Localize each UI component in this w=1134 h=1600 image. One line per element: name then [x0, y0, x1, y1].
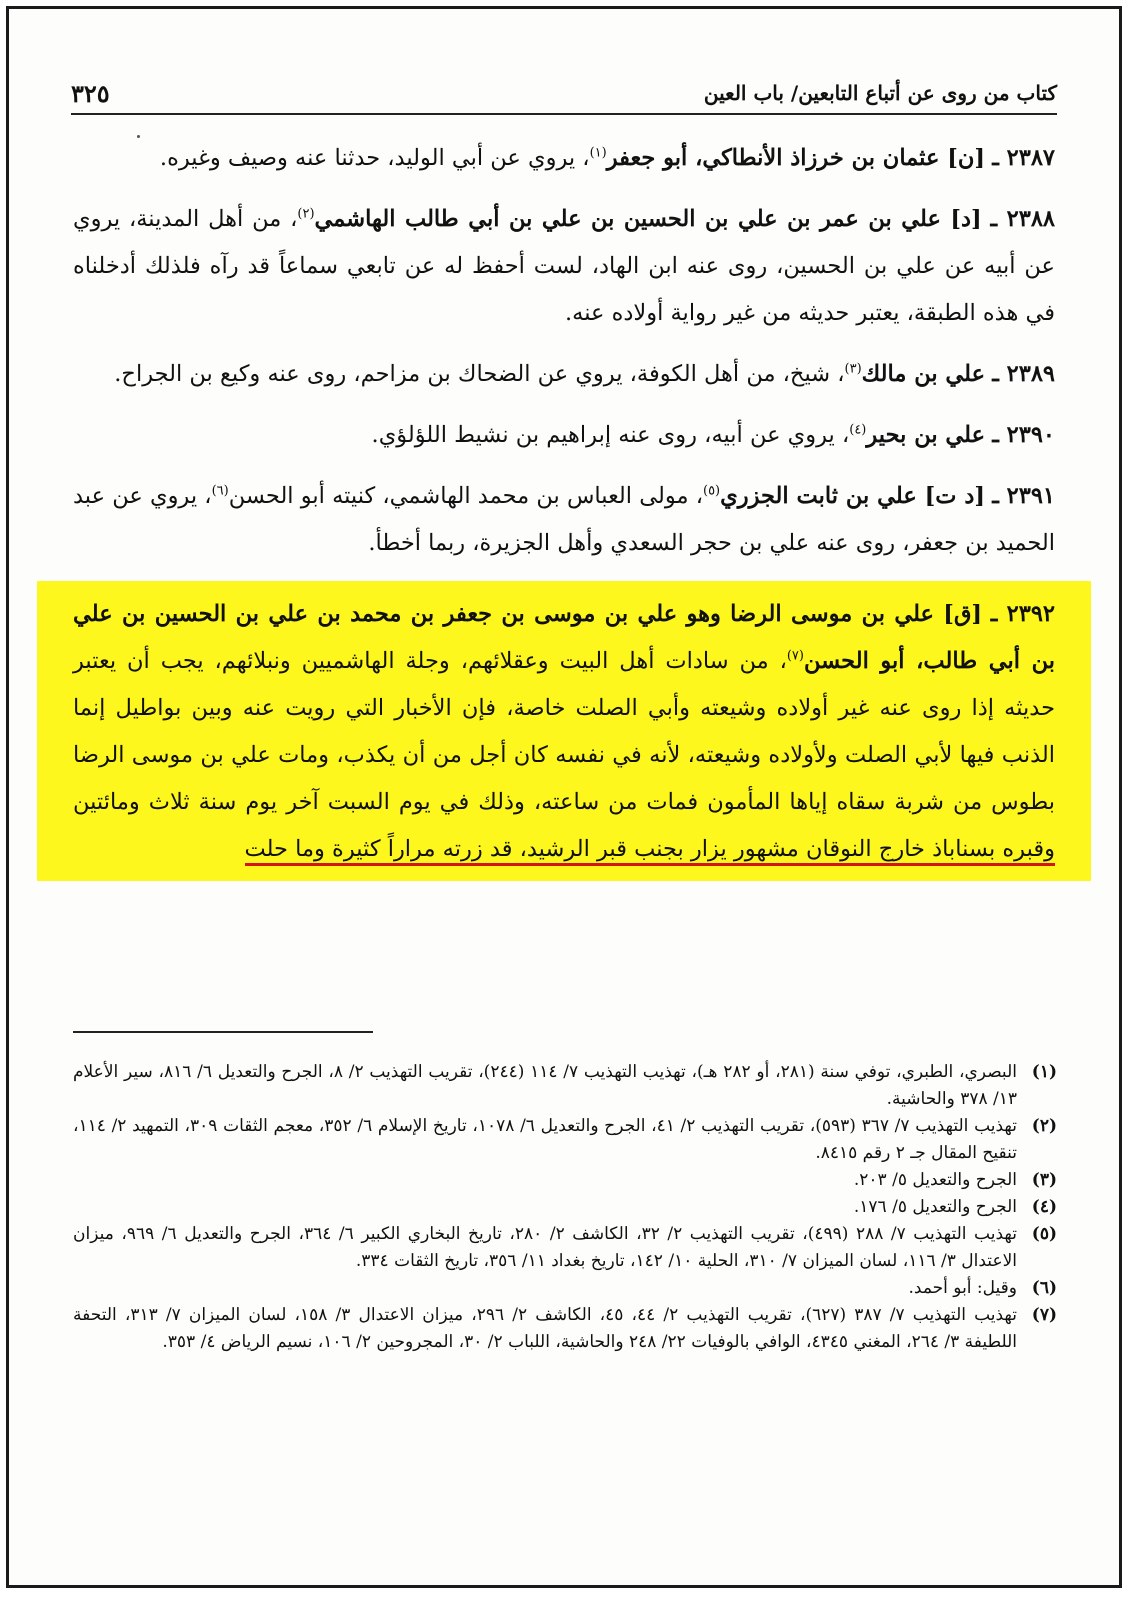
entry-text: ، من أهل المدينة، يروي عن أبيه عن علي بن الحسين، روى عنه ابن الهاد، لست أحفظ له عن تابعي سماعاً قد رآه فلذلك أدخلناه في هذه الطبقة، يعتبر حديثه من غير رواية أولاده عنه. — [73, 206, 1055, 326]
footnote-number: (٧) — [1031, 1305, 1057, 1325]
entry-number: ٢٣٩٢ ـ — [990, 601, 1055, 627]
entry-text: ، يروي عن أبيه، روى عنه إبراهيم بن نشيط اللؤلؤي. — [371, 422, 850, 448]
entry-text: ، مولى العباس بن محمد الهاشمي، كنيته أبو الحسن — [228, 483, 703, 509]
footnote-text: البصري، الطبري، توفي سنة (٢٨١، أو ٢٨٢ هـ)، تهذيب التهذيب ٧/ ١١٤ (٢٤٤)، تقريب التهذيب ٢/ ٨، الجرح والتعديل ٦/ ٨١٦، سير الأعلام ١٣/ ٣٧٨ والحاشية. — [73, 1062, 1017, 1109]
page-frame — [6, 6, 1122, 1588]
entry-name: علي بن مالك — [861, 361, 986, 387]
footnote-2 — [73, 1113, 1057, 1167]
footnote-number: (٣) — [1031, 1170, 1057, 1190]
footnote-divider — [73, 1031, 373, 1033]
entry-number: ٢٣٨٧ ـ — [992, 145, 1055, 171]
footnote-7 — [73, 1302, 1057, 1356]
footnote-number: (٢) — [1031, 1116, 1057, 1136]
footnote-text: تهذيب التهذيب ٧/ ٢٨٨ (٤٩٩)، تقريب التهذيب ٢/ ٣٢، الكاشف ٢/ ٢٨٠، تاريخ البخاري الكبير ٦/ ٣٦٤، الجرح والتعديل ٦/ ٩٦٩، ميزان الاعتدال ٣/ ١١٦، لسان الميزان ٧/ ٣١٠، الحلية ١٠/ ١٤٢، تاريخ بغداد ١١/ ٣٥٦، تاريخ الثقات ٣٣٤. — [73, 1224, 1017, 1271]
entry-name: [د] علي بن عمر بن علي بن الحسين بن علي بن أبي طالب الهاشمي — [314, 206, 982, 232]
footnote-4 — [73, 1194, 1057, 1221]
running-title: كتاب من روى عن أتباع التابعين/ باب العين — [703, 81, 1057, 105]
footnote-ref: (٦) — [211, 483, 229, 499]
footnote-text: وقيل: أبو أحمد. — [908, 1278, 1017, 1298]
entry-text: ، يروي عن عبد الحميد بن جعفر، روى عنه علي بن حجر السعدي وأهل الجزيرة، ربما أخطأ. — [73, 483, 1055, 556]
entry-text: ، شيخ، من أهل الكوفة، يروي عن الضحاك بن مزاحم، روى عنه وكيع بن الجراح. — [114, 361, 845, 387]
footnote-5 — [73, 1221, 1057, 1275]
entry-2391 — [73, 473, 1055, 567]
entry-number: ٢٣٩١ ـ — [992, 483, 1056, 509]
entry-2390 — [73, 412, 1055, 459]
entry-number: ٢٣٨٩ ـ — [992, 361, 1055, 387]
footnote-1 — [73, 1059, 1057, 1113]
footnote-ref: (٣) — [844, 361, 862, 377]
footnote-ref: (١) — [589, 145, 607, 161]
main-text — [73, 135, 1055, 895]
footnote-number: (١) — [1031, 1062, 1057, 1082]
footnote-text: تهذيب التهذيب ٧/ ٣٨٧ (٦٢٧)، تقريب التهذيب ٢/ ٤٤، ٤٥، الكاشف ٢/ ٢٩٦، ميزان الاعتدال ٣/ ١٥٨، لسان الميزان ٧/ ٣١٣، التحفة اللطيفة ٣/ ٢٦٤، المغني ٤٣٤٥، الوافي بالوفيات ٢٢/ ٢٤٨ والحاشية، اللباب ٢/ ٣٠، المجروحين ٢/ ١٠٦، نسيم الرياض ٤/ ٣٥٣. — [73, 1305, 1017, 1352]
entry-text: ، يروي عن أبي الوليد، حدثنا عنه وصيف وغيره. — [159, 145, 590, 171]
highlighted-entry-2392 — [37, 581, 1091, 881]
footnote-text: الجرح والتعديل ٥/ ١٧٦. — [853, 1197, 1017, 1217]
entry-text: ، من سادات أهل البيت وعقلائهم، وجلة الهاشميين ونبلائهم، يجب أن يعتبر حديثه إذا روى عنه غير أولاده وشيعته وأبي الصلت خاصة، فإن الأخبار التي رويت عنه وبين بواطيل إنما الذنب فيها لأبي الصلت ولأولاده وشيعته، لأنه في نفسه كان أجل من أن يكذب، ومات علي بن موسى الرضا بطوس من شربة سقاه إياها المأمون فمات من ساعته، وذلك في يوم السبت آخر يوم سنة ثلاث ومائتين — [73, 648, 1055, 815]
footnote-6 — [73, 1275, 1057, 1302]
footnote-number: (٤) — [1031, 1197, 1057, 1217]
footnote-ref: (٢) — [297, 206, 315, 222]
underlined-line: وقبره بسناباذ خارج النوقان مشهور يزار بجنب قبر الرشيد، قد زرته مراراً كثيرة وما حلت — [245, 836, 1055, 866]
footnote-number: (٦) — [1031, 1278, 1057, 1298]
footnote-text: الجرح والتعديل ٥/ ٢٠٣. — [853, 1170, 1017, 1190]
entry-name: علي بن بحير — [866, 422, 986, 448]
page-number: ٣٢٥ — [71, 78, 110, 108]
entry-number: ٢٣٩٠ ـ — [992, 422, 1055, 448]
entry-2388 — [73, 196, 1055, 337]
footnote-ref: (٥) — [702, 483, 721, 499]
footnote-number: (٥) — [1031, 1224, 1057, 1244]
entry-name: [ق] علي بن موسى الرضا وهو علي بن موسى بن جعفر بن محمد بن علي بن الحسين بن علي بن أبي طالب، أبو الحسن — [73, 601, 1056, 674]
footnotes — [73, 1059, 1057, 1356]
footnote-text: تهذيب التهذيب ٧/ ٣٦٧ (٥٩٣)، تقريب التهذيب ٢/ ٤١، الجرح والتعديل ٦/ ١٠٧٨، تاريخ الإسلام ٦/ ٣٥٢، معجم الثقات ٣٠٩، التمهيد ٢/ ١١٤، تنقيح المقال جـ ٢ رقم ٨٤١٥. — [73, 1116, 1017, 1163]
footnote-ref: (٤) — [849, 422, 867, 438]
page-header — [71, 73, 1057, 115]
entry-name: [ن] عثمان بن خرزاذ الأنطاكي، أبو جعفر — [606, 145, 986, 171]
entry-name: [د ت] علي بن ثابت الجزري — [720, 483, 985, 509]
entry-2389 — [73, 351, 1055, 398]
footnote-ref: (٧) — [786, 648, 804, 664]
entry-number: ٢٣٨٨ ـ — [990, 206, 1055, 232]
entry-2387 — [73, 135, 1055, 182]
footnote-3 — [73, 1167, 1057, 1194]
